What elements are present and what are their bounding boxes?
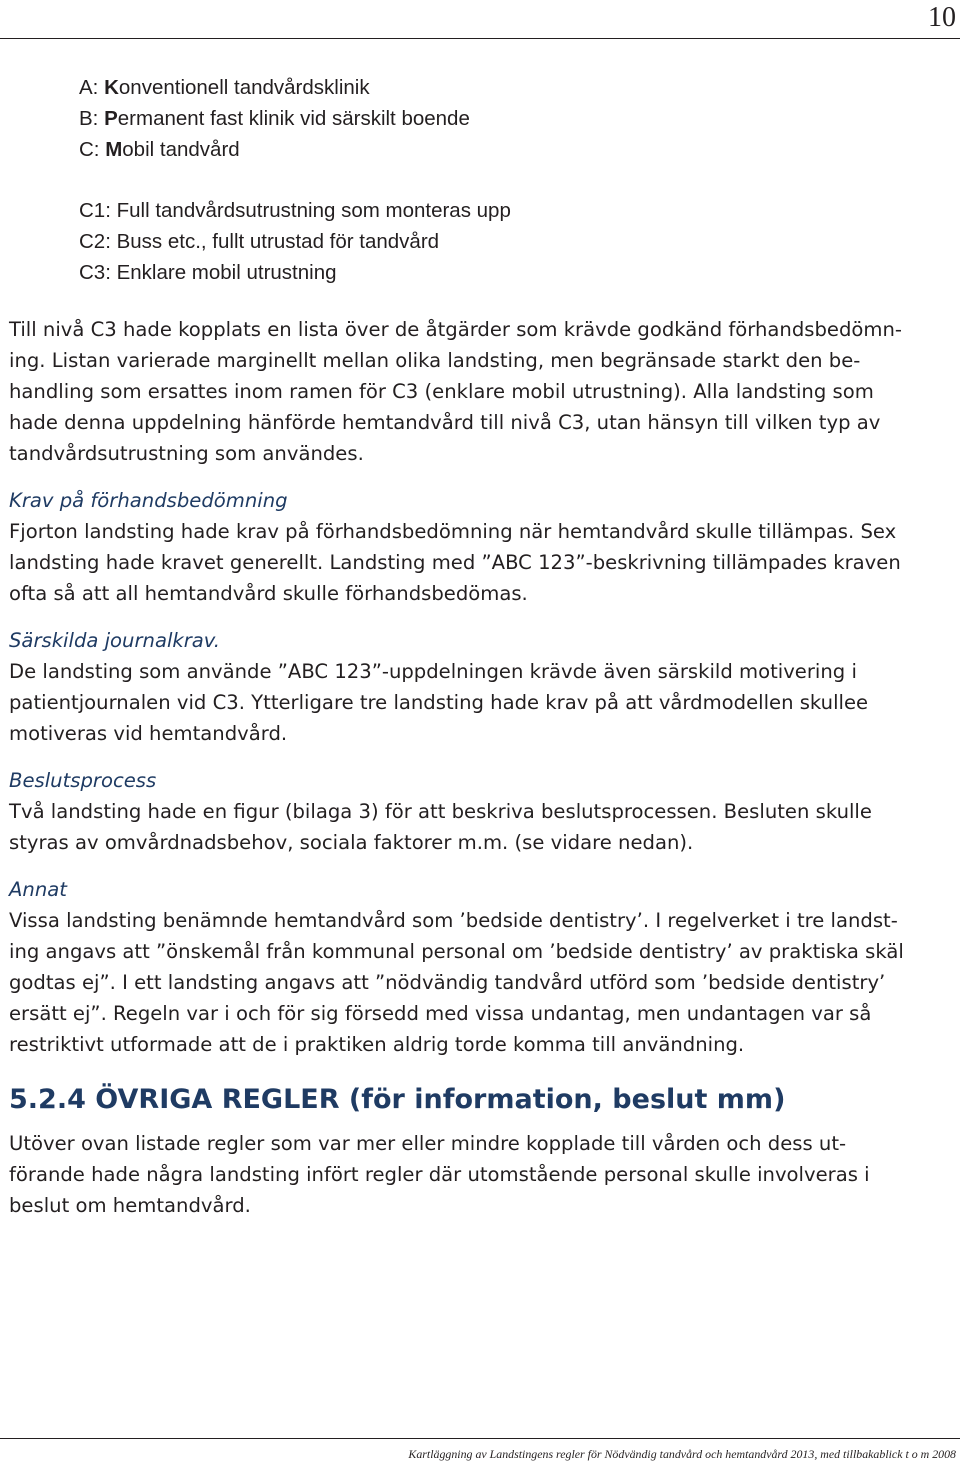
text-line: styras av omvårdnadsbehov, sociala faktorer m.m. (se vidare nedan).: [9, 831, 694, 854]
text-line: ersätt ej”. Regeln var i och för sig försedd med vissa undantag, men undantagen var så: [9, 1002, 872, 1025]
definition-a: [79, 72, 511, 103]
definition-prefix: C:: [79, 138, 106, 161]
text-line: Fjorton landsting hade krav på förhandsbedömning när hemtandvård skulle tillämpas. Sex: [9, 520, 897, 543]
section-journalkrav: [9, 625, 953, 749]
page-number: 10: [928, 2, 956, 33]
body-text: [9, 314, 953, 1237]
text-line: Två landsting hade en figur (bilaga 3) för att beskriva beslutsprocessen. Besluten skulle: [9, 800, 872, 823]
subheading: Krav på förhandsbedömning: [9, 489, 288, 512]
footer-rule: [0, 1438, 960, 1439]
text-line: Utöver ovan listade regler som var mer eller mindre kopplade till vården och dess ut-: [9, 1132, 847, 1155]
text-line: De landsting som använde ”ABC 123”-uppdelningen krävde även särskild motivering i: [9, 660, 857, 683]
page-footer: Kartläggning av Landstingens regler för Nödvändig tandvård och hemtandvård 2013, med tillbakablick t o m 2008: [408, 1447, 956, 1461]
intro-paragraph: [9, 314, 953, 469]
subheading: Särskilda journalkrav.: [9, 629, 221, 652]
text-line: hade denna uppdelning hänförde hemtandvård till nivå C3, utan hänsyn till vilken typ av: [9, 411, 881, 434]
header-rule: [0, 38, 960, 39]
text-line: ing angavs att ”önskemål från kommunal personal om ’bedside dentistry’ av praktiska skäl: [9, 940, 904, 963]
section-annat: [9, 874, 953, 1060]
text-line: handling som ersattes inom ramen för C3 (enklare mobil utrustning). Alla landsting som: [9, 380, 874, 403]
section-title: 5.2.4 ÖVRIGA REGLER (för information, beslut mm): [9, 1084, 786, 1115]
definition-initial: P: [104, 107, 118, 130]
text-line: landsting hade kravet generellt. Landsting med ”ABC 123”-beskrivning tillämpades kraven: [9, 551, 901, 574]
text-line: ofta så att all hemtandvård skulle förhandsbedömas.: [9, 582, 528, 605]
definition-c: [79, 134, 511, 165]
sub-definition-c1: C1: Full tandvårdsutrustning som monteras upp: [79, 199, 511, 222]
definition-initial: M: [105, 138, 123, 161]
closing-paragraph: [9, 1128, 953, 1221]
text-line: godtas ej”. I ett landsting angavs att ”nödvändig tandvård utförd som ’bedside dentistry’: [9, 971, 886, 994]
text-line: motiveras vid hemtandvård.: [9, 722, 288, 745]
text-line: förande hade några landsting infört regler där utomstående personal skulle involveras i: [9, 1163, 870, 1186]
definition-text: onventionell tandvårdsklinik: [118, 76, 370, 99]
sub-definition-c2: C2: Buss etc., fullt utrustad för tandvård: [79, 230, 440, 253]
section-krav: [9, 485, 953, 609]
subheading: Annat: [9, 878, 67, 901]
section-beslutsprocess: [9, 765, 953, 858]
definition-text: obil tandvård: [122, 138, 240, 161]
text-line: Till nivå C3 hade kopplats en lista över de åtgärder som krävde godkänd förhandsbedömn-: [9, 318, 902, 341]
text-line: tandvårdsutrustning som användes.: [9, 442, 364, 465]
sub-definition-c3: C3: Enklare mobil utrustning: [79, 261, 337, 284]
text-line: restriktivt utformade att de i praktiken aldrig torde komma till användning.: [9, 1033, 745, 1056]
definition-list: [79, 72, 511, 288]
definition-initial: K: [104, 76, 119, 99]
text-line: beslut om hemtandvård.: [9, 1194, 251, 1217]
definition-prefix: A:: [79, 76, 105, 99]
definition-text: ermanent fast klinik vid särskilt boende: [117, 107, 470, 130]
subheading: Beslutsprocess: [9, 769, 157, 792]
text-line: Vissa landsting benämnde hemtandvård som ’bedside dentistry’. I regelverket i tre landst-: [9, 909, 898, 932]
definition-b: [79, 103, 511, 134]
text-line: patientjournalen vid C3. Ytterligare tre landsting hade krav på att vårdmodellen skullee: [9, 691, 869, 714]
definition-prefix: B:: [79, 107, 105, 130]
text-line: ing. Listan varierade marginellt mellan olika landsting, men begränsade starkt den be-: [9, 349, 861, 372]
